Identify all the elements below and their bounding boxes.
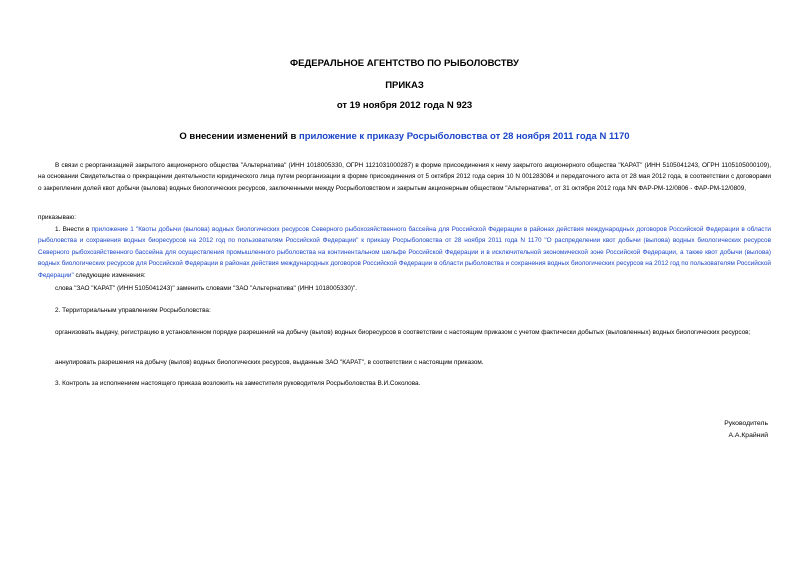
paragraph-order-word: приказываю: (38, 214, 76, 221)
item-1-link[interactable]: приложение 1 "Квоты добычи (вылова) водных биологических ресурсов Северного рыбохозяйственного бассейна для Российской Федерации в районах действия международных договоров Российской Федерации в области рыболовства и сохранения водных биоресурсов на 2012 год по пользователям Российской Федерации" к приказу Росрыболовства от 28 ноября 2011 года N 1170 "О распределении квот добычи (вылова) водных биологических ресурсов Северного рыбохозяйственного бассейна для осуществления промышленного рыболовства на континентальном шельфе Российской Федерации и в исключительной экономической зоне Российской Федерации, а также квот добычи (вылова) водных биологических ресурсов для Российской Федерации в районах действия международных договоров Российской Федерации в области рыболовства и сохранения водных биологических ресурсов на 2012 год по пользователям Российской Федерации" (38, 226, 771, 279)
paragraph-item-3: 3. Контроль за исполнением настоящего приказа возложить на заместителя руководителя Росрыболовства В.И.Соколова. (55, 380, 421, 387)
paragraph-organize-issuance: организовать выдачу, регистрацию в установленном порядке разрешений на добычу (вылов) водных биоресурсов в соответствии с настоящим приказом с учетом фактически добытых (выловленных) водных биологических ресурсов; (55, 329, 751, 336)
document-title (38, 131, 771, 142)
item-1-suffix: следующие изменения: (73, 271, 146, 279)
document-date: от 19 ноября 2012 года N 923 (336, 100, 473, 111)
paragraph-replace-words: слова "ЗАО "КАРАТ" (ИНН 5105041243)" заменить словами "ЗАО "Альтернатива" (ИНН 1018005330)". (55, 285, 358, 292)
title-link[interactable]: приложение к приказу Росрыболовства от 28 ноября 2011 года N 1170 (299, 131, 630, 142)
paragraph-item-2: 2. Территориальным управлениям Росрыболовства: (55, 307, 211, 314)
organization-heading: ФЕДЕРАЛЬНОЕ АГЕНТСТВО ПО РЫБОЛОВСТВУ (290, 58, 519, 69)
title-prefix: О внесении изменений в (179, 131, 299, 142)
paragraph-item-1 (38, 224, 771, 279)
document-type-heading: ПРИКАЗ (385, 80, 424, 91)
paragraph-preamble: В связи с реорганизацией закрытого акционерного общества "Альтернатива" (ИНН 1018005330, ОГРН 1121031000287) в форме присоединения к нему закрытого акционерного общества "КАРАТ" (ИНН 5105041243, ОГРН 1105105000109), на основании Свидетельства о прекращении деятельности юридического лица путем реорганизации в форме присоединения от 5 октября 2012 года серия 10 N 001283084 и передаточного акта от 28 мая 2012 года, в соответствии с договорами о закреплении долей квот добычи (вылова) водных биологических ресурсов, заключенными между Росрыболовством и закрытым акционерным обществом "Альтернатива", от 31 октября 2012 года NN ФАР-РМ-12/0806 - ФАР-РМ-12/0809, (38, 162, 771, 192)
signature-name: А.А.Крайний (728, 432, 768, 439)
signature-position: Руководитель (724, 420, 768, 427)
item-1-prefix: 1. Внести в (55, 226, 92, 233)
paragraph-cancel-permits: аннулировать разрешения на добычу (вылов) водных биологических ресурсов, выданные ЗАО "КАРАТ", в соответствии с настоящим приказом. (55, 359, 484, 366)
